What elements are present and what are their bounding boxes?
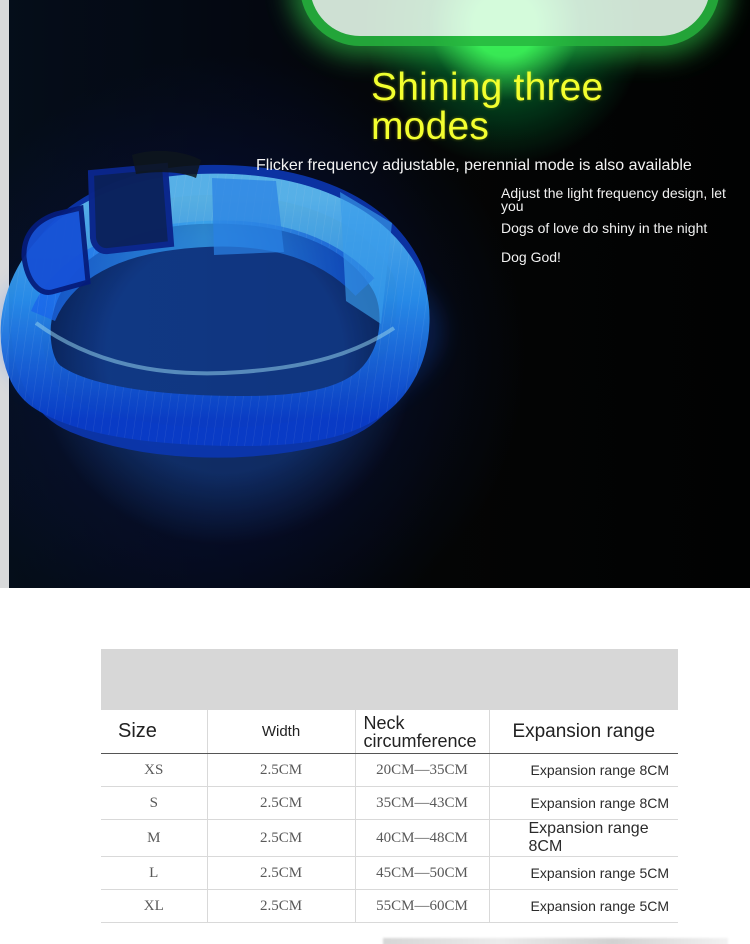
- neck-cell: 55CM—60CM: [355, 890, 489, 923]
- width-cell: 2.5CM: [207, 754, 355, 787]
- expansion-range-header: Expansion range: [489, 710, 678, 754]
- size-cell: XL: [101, 890, 207, 923]
- expansion-range-cell: Expansion range 8CM: [489, 787, 678, 820]
- cropped-footer-text-smudge: [383, 938, 728, 944]
- size-cell: S: [101, 787, 207, 820]
- size-chart-top-band: [101, 649, 678, 710]
- neck-cell: 35CM—43CM: [355, 787, 489, 820]
- expansion-range-cell: Expansion range 8CM: [489, 754, 678, 787]
- size-chart-table: [101, 710, 678, 923]
- neck-cell: 40CM—48CM: [355, 820, 489, 857]
- table-row: [101, 820, 678, 857]
- size-cell: XS: [101, 754, 207, 787]
- width-cell: 2.5CM: [207, 890, 355, 923]
- width-cell: 2.5CM: [207, 857, 355, 890]
- hero-copy-frequency: Adjust the light frequency design, let you: [501, 185, 726, 214]
- expansion-range-cell: Expansion range 5CM: [489, 857, 678, 890]
- table-row: [101, 890, 678, 923]
- table-row: [101, 754, 678, 787]
- hero-subtitle: Flicker frequency adjustable, perennial mode is also available: [256, 157, 692, 174]
- neck-cell: 20CM—35CM: [355, 754, 489, 787]
- width-header: Width: [207, 710, 355, 754]
- size-cell: M: [101, 820, 207, 857]
- width-cell: 2.5CM: [207, 820, 355, 857]
- size-chart-section: [0, 588, 750, 944]
- table-row: [101, 857, 678, 890]
- expansion-range-cell: Expansion range 5CM: [489, 890, 678, 923]
- hero-title: Shining three modes: [371, 66, 604, 148]
- size-cell: L: [101, 857, 207, 890]
- hero-copy-dog-god: Dog God!: [501, 249, 561, 265]
- neck-circumference-header: Neck circumference: [355, 710, 489, 754]
- expansion-range-cell: Expansion range 8CM: [489, 820, 678, 857]
- size-header: Size: [101, 710, 207, 754]
- size-chart-header-row: [101, 710, 678, 754]
- hero-copy-night: Dogs of love do shiny in the night: [501, 220, 708, 236]
- table-row: [101, 787, 678, 820]
- neck-cell: 45CM—50CM: [355, 857, 489, 890]
- width-cell: 2.5CM: [207, 787, 355, 820]
